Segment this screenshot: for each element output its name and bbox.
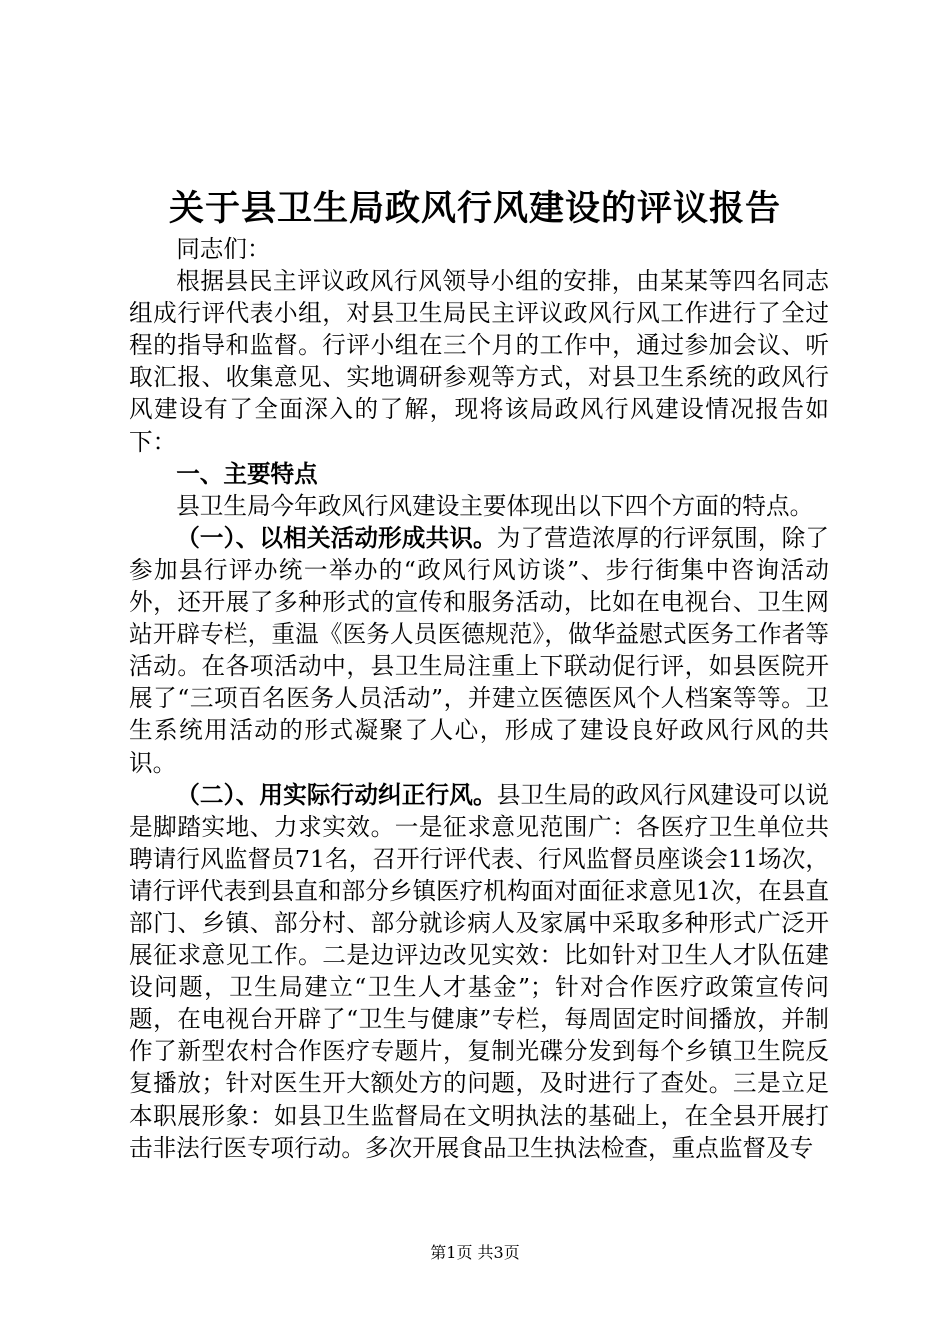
item-1-paragraph: [129, 522, 829, 779]
salutation: 同志们：: [176, 235, 271, 263]
intro-paragraph: 根据县民主评议政风行风领导小组的安排，由某某等四名同志组成行评代表小组，对县卫生局民主评议政风行风工作进行了全过程的指导和监督。行评小组在三个月的工作中，通过参加会议、听取汇报、收集意见、实地调研参观等方式，对县卫生系统的政风行风建设有了全面深入的了解，现将该局政风行风建设情况报告如下：: [129, 267, 829, 456]
item-2-paragraph: [129, 779, 829, 1164]
item-2-lead: （二）、用实际行动纠正行风。: [176, 780, 497, 809]
section-heading: 一、主要特点: [176, 459, 318, 488]
item-2-body: 县卫生局的政风行风建设可以说是脚踏实地、力求实效。一是征求意见范围广：各医疗卫生单位共聘请行风监督员71名，召开行评代表、行风监督员座谈会11场次，请行评代表到县直和部分乡镇医疗机构面对面征求意见1次，在县直部门、乡镇、部分村、部分就诊病人及家属中采取多种形式广泛开展征求意见工作。二是边评边改见实效：比如针对卫生人才队伍建设问题，卫生局建立“卫生人才基金”；针对合作医疗政策宣传问题，在电视台开辟了“卫生与健康”专栏，每周固定时间播放，并制作了新型农村合作医疗专题片，复制光碟分发到每个乡镇卫生院反复播放；针对医生开大额处方的问题，及时进行了查处。三是立足本职展形象：如县卫生监督局在文明执法的基础上，在全县开展打击非法行医专项行动。多次开展食品卫生执法检查，重点监督及专: [129, 780, 829, 1162]
item-1-body: 为了营造浓厚的行评氛围，除了参加县行评办统一举办的“政风行风访谈”、步行街集中咨询活动外，还开展了多种形式的宣传和服务活动，比如在电视台、卫生网站开辟专栏，重温《医务人员医德规范》，做华益慰式医务工作者等活动。在各项活动中，县卫生局注重上下联动促行评，如县医院开展了“三项百名医务人员活动”，并建立医德医风个人档案等等。卫生系统用活动的形式凝聚了人心，形成了建设良好政风行风的共识。: [129, 523, 829, 777]
page-footer: 第1页 共3页: [430, 1243, 520, 1262]
document-title: 关于县卫生局政风行风建设的评议报告: [168, 188, 781, 229]
item-1-lead: （一）、以相关活动形成共识。: [176, 523, 497, 552]
section-intro-paragraph: 县卫生局今年政风行风建设主要体现出以下四个方面的特点。: [176, 491, 814, 520]
document-body: [129, 233, 829, 1164]
